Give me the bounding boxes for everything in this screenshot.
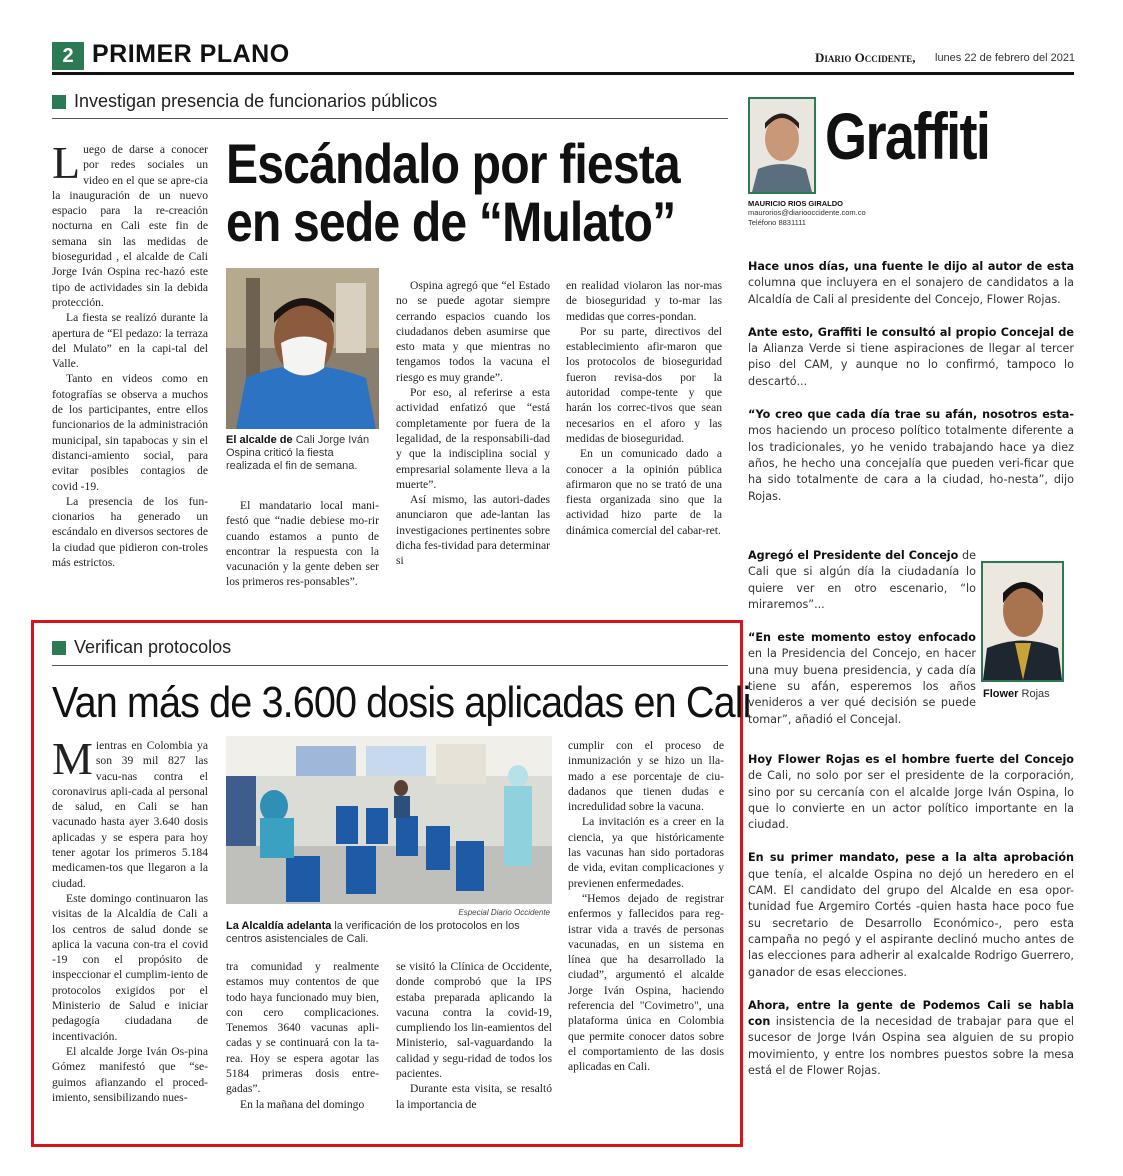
caption-lead: El alcalde de xyxy=(226,434,293,446)
caption-lead: La Alcaldía adelanta xyxy=(226,920,332,932)
author-photo-illustration xyxy=(750,99,814,192)
paragraph-text: de Cali que si algún día la ciudadanía lo quiere ver en otro escenario, “lo miraremos”... xyxy=(748,549,976,611)
column-title: Graffiti xyxy=(825,99,990,173)
paragraph: En un comunicado dado a conocer a la opinión pública afirmaron que no se trató de una fiesta organizada sino que la actividad hizo parte de la dinámica comercial del cabar-ret. xyxy=(566,447,722,537)
paragraph: La fiesta se realizó durante la apertura de “El pedazo: la terraza del Mulato” en la capi-tal del Valle. xyxy=(52,311,208,371)
paragraph: ientras en Colombia ya son 39 mil 827 las vacu-nas contra el coronavirus apli-cada al personal de salud, en Cali se han vacunado hasta ayer 3.640 dosis aplicadas y se espera para hoy tener agotar los primeros 5.184 medicamen-tos que llegaron a la ciudad. xyxy=(52,739,208,890)
graffiti-paragraph xyxy=(748,998,1074,1079)
graffiti-paragraph xyxy=(748,259,1074,308)
story1-column-3 xyxy=(396,278,550,569)
paragraph-text: la Alianza Verde si tiene aspiraciones de llegar al tercer piso del CAM, y aunque no lo confirmó, tampoco lo descartó... xyxy=(748,342,1074,388)
story2-kicker-text: Verifican protocolos xyxy=(74,637,232,657)
bold-lead: “Yo creo que cada día trae su afán, nosotros esta- xyxy=(748,408,1074,422)
graffiti-paragraph xyxy=(748,630,976,728)
author-email: maurorios@diariooccidente.com.co xyxy=(748,208,866,217)
vaccination-center-photo xyxy=(226,736,552,904)
flower-rojas-caption xyxy=(983,688,1050,701)
paragraph: uego de darse a conocer por redes sociales un video en el que se apre-cia la inauguración de un nuevo espacio para la re-creación nocturna en Cali este fin de semana sin las medidas de bioseguridad , el alcalde de Cali Jorge Iván Ospina rec-hazó este tipo de actividades sin la debida protección. xyxy=(52,143,208,309)
paragraph: Por su parte, directivos del establecimiento afir-maron que los protocolos de bioseguridad fueron revisa-dos por la autoridad compe-tente y que harán los correc-tivos que sean necesarios en el aforo y las medidas de bioseguridad. xyxy=(566,324,722,445)
caption-text: la verificación de los protocolos en los centros asistenciales de Cali. xyxy=(226,920,520,945)
story1-kicker xyxy=(52,91,437,112)
story1-column-2 xyxy=(226,498,379,590)
vaccination-photo-illustration xyxy=(226,736,552,904)
flower-rojas-photo-illustration xyxy=(983,563,1062,680)
paragraph: Ospina agregó que “el Estado no se puede agotar siempre cerrando espacios cuando los ciudadanos deben asumirse que esto mata y que mientras no tengamos todos la vacuna el riesgo es muy grande”. xyxy=(396,279,550,384)
bold-lead: Hace unos días, una fuente le dijo al autor de esta xyxy=(748,260,1074,273)
paragraph: El mandatario local mani-festó que “nadie debiese mo-rir cuando estamos a punto de encontrar la respuesta con la vacunación y la gente deben ser los primeros res-ponsables”. xyxy=(226,499,379,589)
paragraph-text: que tenía, el alcalde Ospina no dejó un heredero en el CAM. El candidato del grupo del Alcalde en esa opor-tunidad fue Argemiro Cortés -quien hasta hace poco fue su secretario de Desarrollo Económico-, pero esta campaña no pegó y el aspirante declinó mucho antes de las elecciones para adherir al exalcalde Rodrigo Guerrero, ganador de esas elecciones. xyxy=(748,867,1074,979)
caption-lead: Flower xyxy=(983,688,1019,700)
paragraph: se visitó la Clínica de Occidente, donde comprobó que la IPS estaba preparada aplicando la vacuna contra la covid-19, cumpliendo los lin-eamientos del Ministerio, sal-vaguardando la calidad y segu-ridad de todos los pacientes. xyxy=(396,960,552,1081)
flower-rojas-photo xyxy=(981,561,1064,682)
story2-column-4 xyxy=(568,738,724,1075)
paragraph: El alcalde Jorge Iván Os-pina Gómez manifestó que “se-guimos afianzando el proced-imiento, sensibilizando nues- xyxy=(52,1044,208,1104)
story2-headline: Van más de 3.600 dosis aplicadas en Cali xyxy=(52,678,751,727)
mayor-photo-caption xyxy=(226,434,379,473)
paragraph-text: insistencia de la necesidad de trabajar para que el sucesor de Jorge Iván Ospina sea alguien de su propio movimiento, y entre los nombres puestos sobre la mesa está el de Flower Rojas. xyxy=(748,1015,1074,1078)
bold-lead: “En este momento estoy enfocado xyxy=(748,631,976,645)
story1-column-4 xyxy=(566,278,722,538)
story2-dropcap: M xyxy=(52,733,93,784)
page-number: 2 xyxy=(52,42,84,70)
paragraph-text: en la Presidencia del Concejo, en hacer una muy buena presidencia, y cada día tiene su afán, esperemos los años venideros a ver qué decisión se puede tomar”, añadió el Concejal. xyxy=(748,647,976,726)
story2-rule xyxy=(52,665,728,666)
section-title: PRIMER PLANO xyxy=(92,40,290,68)
masthead: Diario Occidente, xyxy=(815,50,916,65)
paragraph-text: de Cali, no solo por ser el presidente de la corporación, sino por su cercanía con el alcalde Jorge Iván Ospina, lo que lo convierte en un actor político importante en la ciudad. xyxy=(748,769,1074,832)
caption-text: Cali Jorge Iván Ospina criticó la fiesta realizada el fin de semana. xyxy=(226,434,370,472)
paragraph-text: columna que incluyera en el sonajero de candidatos a la Alcaldía de Cali al presidente del Concejo, Flower Rojas. xyxy=(748,276,1074,306)
graffiti-column-top xyxy=(748,259,1074,522)
graffiti-column-bottom xyxy=(748,752,1074,1096)
bold-lead: Ahora, entre la gente de Podemos Cali se habla con xyxy=(748,998,1074,1029)
story2-column-2 xyxy=(226,959,379,1112)
bold-lead: En su primer mandato, pese a la alta aprobación xyxy=(748,851,1074,865)
story1-headline xyxy=(226,132,680,253)
story2-column-1 xyxy=(52,733,208,1105)
bold-lead: Ante esto, Graffiti le consultó al propio Concejal de xyxy=(748,325,1074,339)
caption-text: Rojas xyxy=(1021,688,1050,700)
story1-kicker-text: Investigan presencia de funcionarios públicos xyxy=(74,91,438,111)
story1-rule xyxy=(52,118,728,119)
graffiti-column-narrow xyxy=(748,548,976,745)
author-phone: Teléfono 8831111 xyxy=(748,218,806,227)
issue-date: lunes 22 de febrero del 2021 xyxy=(935,52,1076,64)
story2-kicker xyxy=(52,637,231,658)
photo-credit: Especial Diario Occidente xyxy=(458,908,550,917)
paragraph: Tanto en videos como en fotografías se observa a muchos de los participantes, entre ellos funcionarios de la administración municipal, sin tapabocas y sin el distanci-amiento social, para evitar posibles contagios de covid -19. xyxy=(52,372,208,493)
graffiti-paragraph xyxy=(748,752,1074,833)
kicker-square-icon xyxy=(52,95,66,109)
story1-headline-line1: Escándalo por fiesta xyxy=(226,132,680,195)
paragraph: cumplir con el proceso de inmunización y se hizo un lla-mado a ese porcentaje de ciu-dadanos que tienen dudas e incredulidad sobre la vacuna. xyxy=(568,739,724,814)
story1-headline-line2: en sede de “Mulato” xyxy=(226,190,676,253)
graffiti-paragraph xyxy=(748,325,1074,390)
paragraph: tra comunidad y realmente estamos muy contentos de que todo haya funcionado muy bien, con cero complicaciones. Tenemos 3640 vacunas apli-cadas y se continuará con la ta-rea. Hoy se espera agotar las 5184 primeras dosis entre-gadas”. xyxy=(226,960,379,1096)
story1-dropcap: L xyxy=(52,137,81,188)
paragraph: en realidad violaron las nor-mas de bioseguridad y to-mar las medidas que corres-pondan. xyxy=(566,279,722,323)
bold-lead: Hoy Flower Rojas es el hombre fuerte del Concejo xyxy=(748,753,1074,766)
paragraph-text: mos haciendo un proceso político totalmente diferente a los tradicionales, yo he venido trabajando hace ya diez años, he hecho una concejalía que pueden veri-ficar que ha sido totalmente de cara a la ciudad, ho-nesta”, dijo Rojas. xyxy=(748,424,1074,503)
paragraph: Por eso, al referirse a esta actividad enfatizó que “está completamente por fuera de la legalidad, de la responsabili-dad y que la indisciplina social y empresarial solamente lleva a la muerte”. xyxy=(396,386,550,491)
graffiti-paragraph xyxy=(748,850,1074,980)
graffiti-paragraph xyxy=(748,548,976,613)
header-rule xyxy=(52,72,1074,75)
paragraph: En la mañana del domingo xyxy=(240,1097,365,1111)
vaccination-photo-caption xyxy=(226,920,552,946)
mayor-photo-illustration xyxy=(226,268,379,429)
author-photo xyxy=(748,97,816,194)
author-block xyxy=(748,199,866,228)
kicker-square-icon xyxy=(52,641,66,655)
author-name: MAURICIO RIOS GIRALDO xyxy=(748,199,843,208)
paragraph: Así mismo, las autori-dades anunciaron que ade-lantan las investigaciones pertinentes sobre dicha fes-tividad para determinar si xyxy=(396,493,550,568)
paragraph: La invitación es a creer en la ciencia, ya que históricamente las vacunas han sido portadoras de vida, evitan complicaciones y previenen enfermedades. xyxy=(568,815,724,890)
graffiti-paragraph xyxy=(748,407,1074,505)
mayor-photo xyxy=(226,268,379,429)
paragraph: La presencia de los fun-cionarios ha generado un escándalo en diversos sectores de la ciudad que pidieron con-troles más estrictos. xyxy=(52,494,208,570)
story1-column-1 xyxy=(52,137,208,570)
bold-lead: Agregó el Presidente del Concejo xyxy=(748,549,959,562)
paragraph: Este domingo continuaron las visitas de la Alcaldía de Cali a los centros de salud donde se aplica la vacuna con-tra el covid -19 con el propósito de inspeccionar el cumplim-iento de protocolos exigidos por el Ministerio de Salud e iniciar pedagogía ciudadana de incentivación. xyxy=(52,891,208,1043)
paragraph: Durante esta visita, se resaltó la importancia de xyxy=(396,1082,552,1111)
paragraph: “Hemos dejado de registrar enfermos y fallecidos para reg-istrar vida a través de personas vacunadas, en un sistema en línea que ha desarrollado la ciudad”, argumentó el alcalde Jorge Iván Ospina, haciendo referencia del "Covimetro", una plataforma única en Colombia que permite conocer datos sobre el comportamiento de las dosis aplicadas en Cali. xyxy=(568,891,724,1074)
story2-column-3 xyxy=(396,959,552,1112)
